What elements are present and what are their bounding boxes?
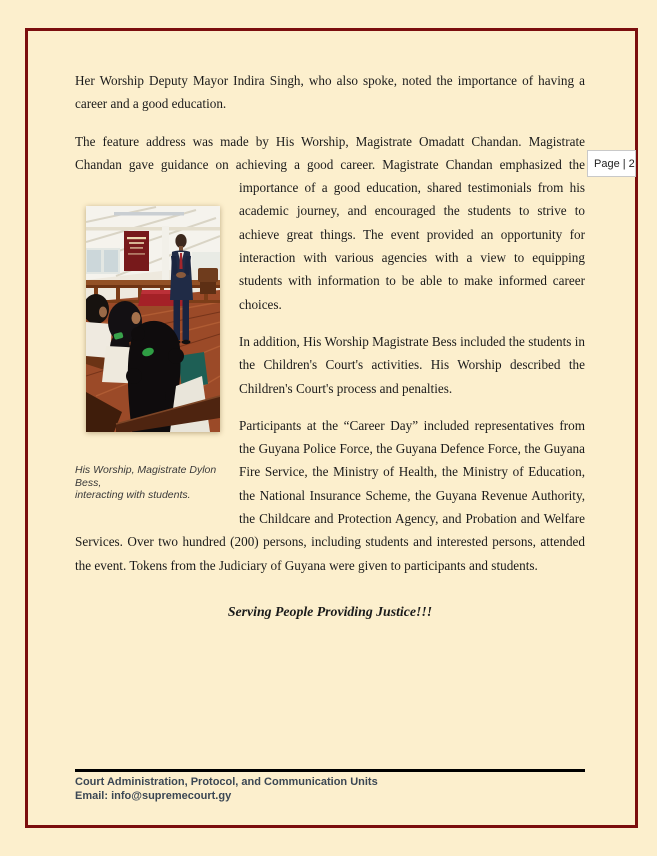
event-photo-illustration xyxy=(86,206,220,432)
event-photo xyxy=(86,206,220,432)
photo-figure xyxy=(75,176,239,521)
paragraph-2-text-before-photo: The feature address was made by His Worship, Magistrate Omadatt Chandan. Magistrate Chandan gave guidance on achieving a good career. Magistrate Chandan emphasized the xyxy=(75,133,585,172)
paragraph-2-text-after-photo: importance of a good education, shared testimonials from his academic journey, and encouraged the students to strive to achieve great things. The event provided an opportunity for interaction with various agencies with a view to equipping students with information to be able to make informed career choices. xyxy=(239,180,585,312)
paragraph-1: Her Worship Deputy Mayor Indira Singh, who also spoke, noted the importance of having a career and a good education. xyxy=(75,73,585,112)
motto-text: Serving People Providing Justice!!! xyxy=(227,603,433,619)
footer-divider xyxy=(75,769,585,772)
page-number-label: Page | 2 xyxy=(594,157,635,170)
light-fixture xyxy=(114,212,184,216)
paragraph-3: In addition, His Worship Magistrate Bess included the students in the Children's Court's activities. His Worship described the Children's Court's process and penalties. xyxy=(239,333,585,396)
photo-caption-line-2: interacting with students. xyxy=(75,489,191,502)
footer-email: Email: info@supremecourt.gy xyxy=(75,789,232,802)
column xyxy=(162,226,169,284)
courtroom-banner xyxy=(124,231,149,271)
page-number-tab xyxy=(587,150,636,177)
chair xyxy=(198,268,218,294)
document-body xyxy=(75,69,585,623)
photo-caption xyxy=(75,464,227,502)
photo-caption-line-1: His Worship, Magistrate Dylon Bess, xyxy=(75,464,217,489)
page-footer xyxy=(75,769,585,803)
right-window xyxy=(192,252,220,270)
footer-department: Court Administration, Protocol, and Communication Units xyxy=(75,776,378,788)
paragraph-4: Participants at the “Career Day” included representatives from the Guyana Police Force, the Guyana Defence Force, the Guyana Fire Service, the Ministry of Health, the Ministry of Education, the National Insurance Scheme, the Guyana Revenue Authority, the Childcare and Protection Agency, and Probation and Welfare Services. Over two hundred (200) persons, including students and interested persons, attended the event. Tokens from the Judiciary of Guyana were given to participants and students. xyxy=(75,417,585,573)
